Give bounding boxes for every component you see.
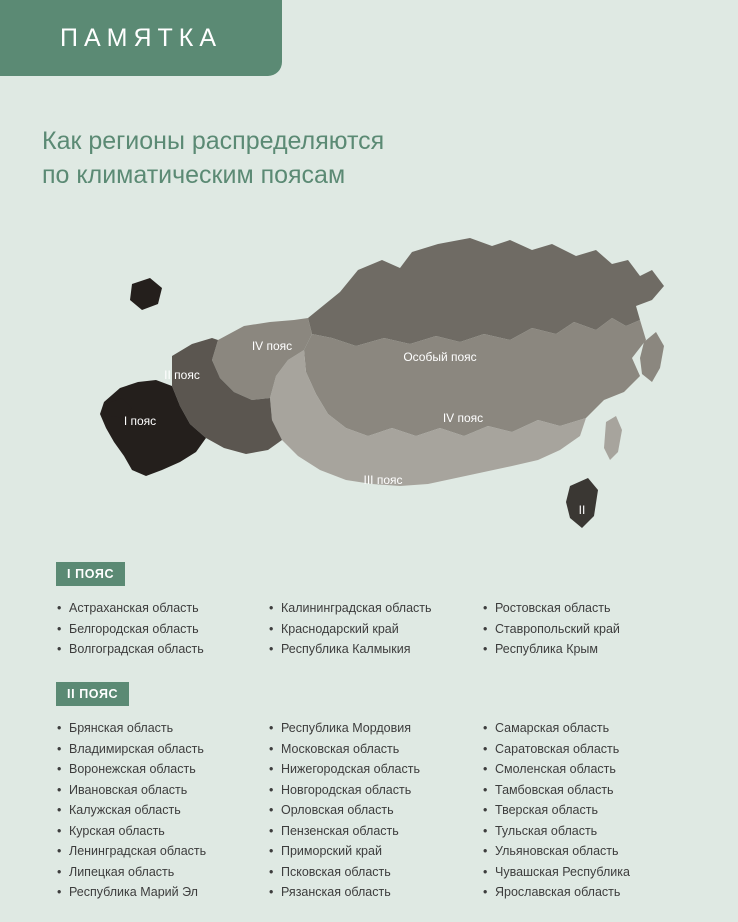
russia-climate-zones-map (40, 222, 700, 542)
list-item: • Республика Мордовия (268, 718, 482, 739)
zone-section-2 (56, 682, 706, 903)
list-item: • Московская область (268, 739, 482, 760)
zone-2-columns (56, 718, 706, 903)
list-item: • Воронежская область (56, 759, 268, 780)
list-item: • Тверская область (482, 800, 694, 821)
zone-1-column-2 (268, 598, 482, 660)
list-item: • Владимирская область (56, 739, 268, 760)
list-item: • Псковская область (268, 862, 482, 883)
header-tab (0, 0, 282, 76)
page-title-line-1: Как регионы распределяются (42, 127, 385, 155)
list-item: • Белгородская область (56, 619, 268, 640)
map-region-kaliningrad (130, 278, 162, 310)
list-item: • Рязанская область (268, 882, 482, 903)
zone-2-column-2 (268, 718, 482, 903)
list-item: • Новгородская область (268, 780, 482, 801)
list-item: • Ростовская область (482, 598, 694, 619)
list-item: • Ярославская область (482, 882, 694, 903)
list-item: • Самарская область (482, 718, 694, 739)
map-label-special: Особый пояс (403, 350, 477, 364)
zone-2-badge: II ПОЯС (56, 682, 129, 706)
page-title (42, 124, 682, 192)
header-tab-label: ПАМЯТКА (59, 23, 223, 52)
list-item: • Республика Калмыкия (268, 639, 482, 660)
map-region-sakhalin (604, 416, 622, 460)
list-item: • Нижегородская область (268, 759, 482, 780)
map-label-primorsky: II (578, 503, 586, 517)
page-title-line-2: по климатическим поясам (42, 161, 346, 189)
list-item: • Пензенская область (268, 821, 482, 842)
zone-1-badge: I ПОЯС (56, 562, 125, 586)
list-item: • Чувашская Республика (482, 862, 694, 883)
zone-1-columns (56, 598, 706, 660)
zone-2-column-3 (482, 718, 694, 903)
zone-2-column-1 (56, 718, 268, 903)
list-item: • Саратовская область (482, 739, 694, 760)
list-item: • Брянская область (56, 718, 268, 739)
zone-1-column-1 (56, 598, 268, 660)
list-item: • Республика Крым (482, 639, 694, 660)
list-item: • Тульская область (482, 821, 694, 842)
list-item: • Тамбовская область (482, 780, 694, 801)
list-item: • Ивановская область (56, 780, 268, 801)
list-item: • Орловская область (268, 800, 482, 821)
list-item: • Ставропольский край (482, 619, 694, 640)
zone-section-1 (56, 562, 706, 660)
list-item: • Калининградская область (268, 598, 482, 619)
list-item: • Краснодарский край (268, 619, 482, 640)
zone-1-column-3 (482, 598, 694, 660)
list-item: • Курская область (56, 821, 268, 842)
map-label-zone4-east: IV пояс (442, 411, 484, 425)
map-label-zone1: I пояс (123, 414, 157, 428)
map-label-zone2: II пояс (164, 368, 200, 382)
list-item: • Приморский край (268, 841, 482, 862)
map-label-zone4-west: IV пояс (251, 339, 293, 353)
list-item: • Смоленская область (482, 759, 694, 780)
list-item: • Астраханская область (56, 598, 268, 619)
list-item: • Липецкая область (56, 862, 268, 883)
list-item: • Ленинградская область (56, 841, 268, 862)
list-item: • Республика Марий Эл (56, 882, 268, 903)
list-item: • Калужская область (56, 800, 268, 821)
list-item: • Ульяновская область (482, 841, 694, 862)
map-label-zone3: III пояс (363, 473, 403, 487)
list-item: • Волгоградская область (56, 639, 268, 660)
